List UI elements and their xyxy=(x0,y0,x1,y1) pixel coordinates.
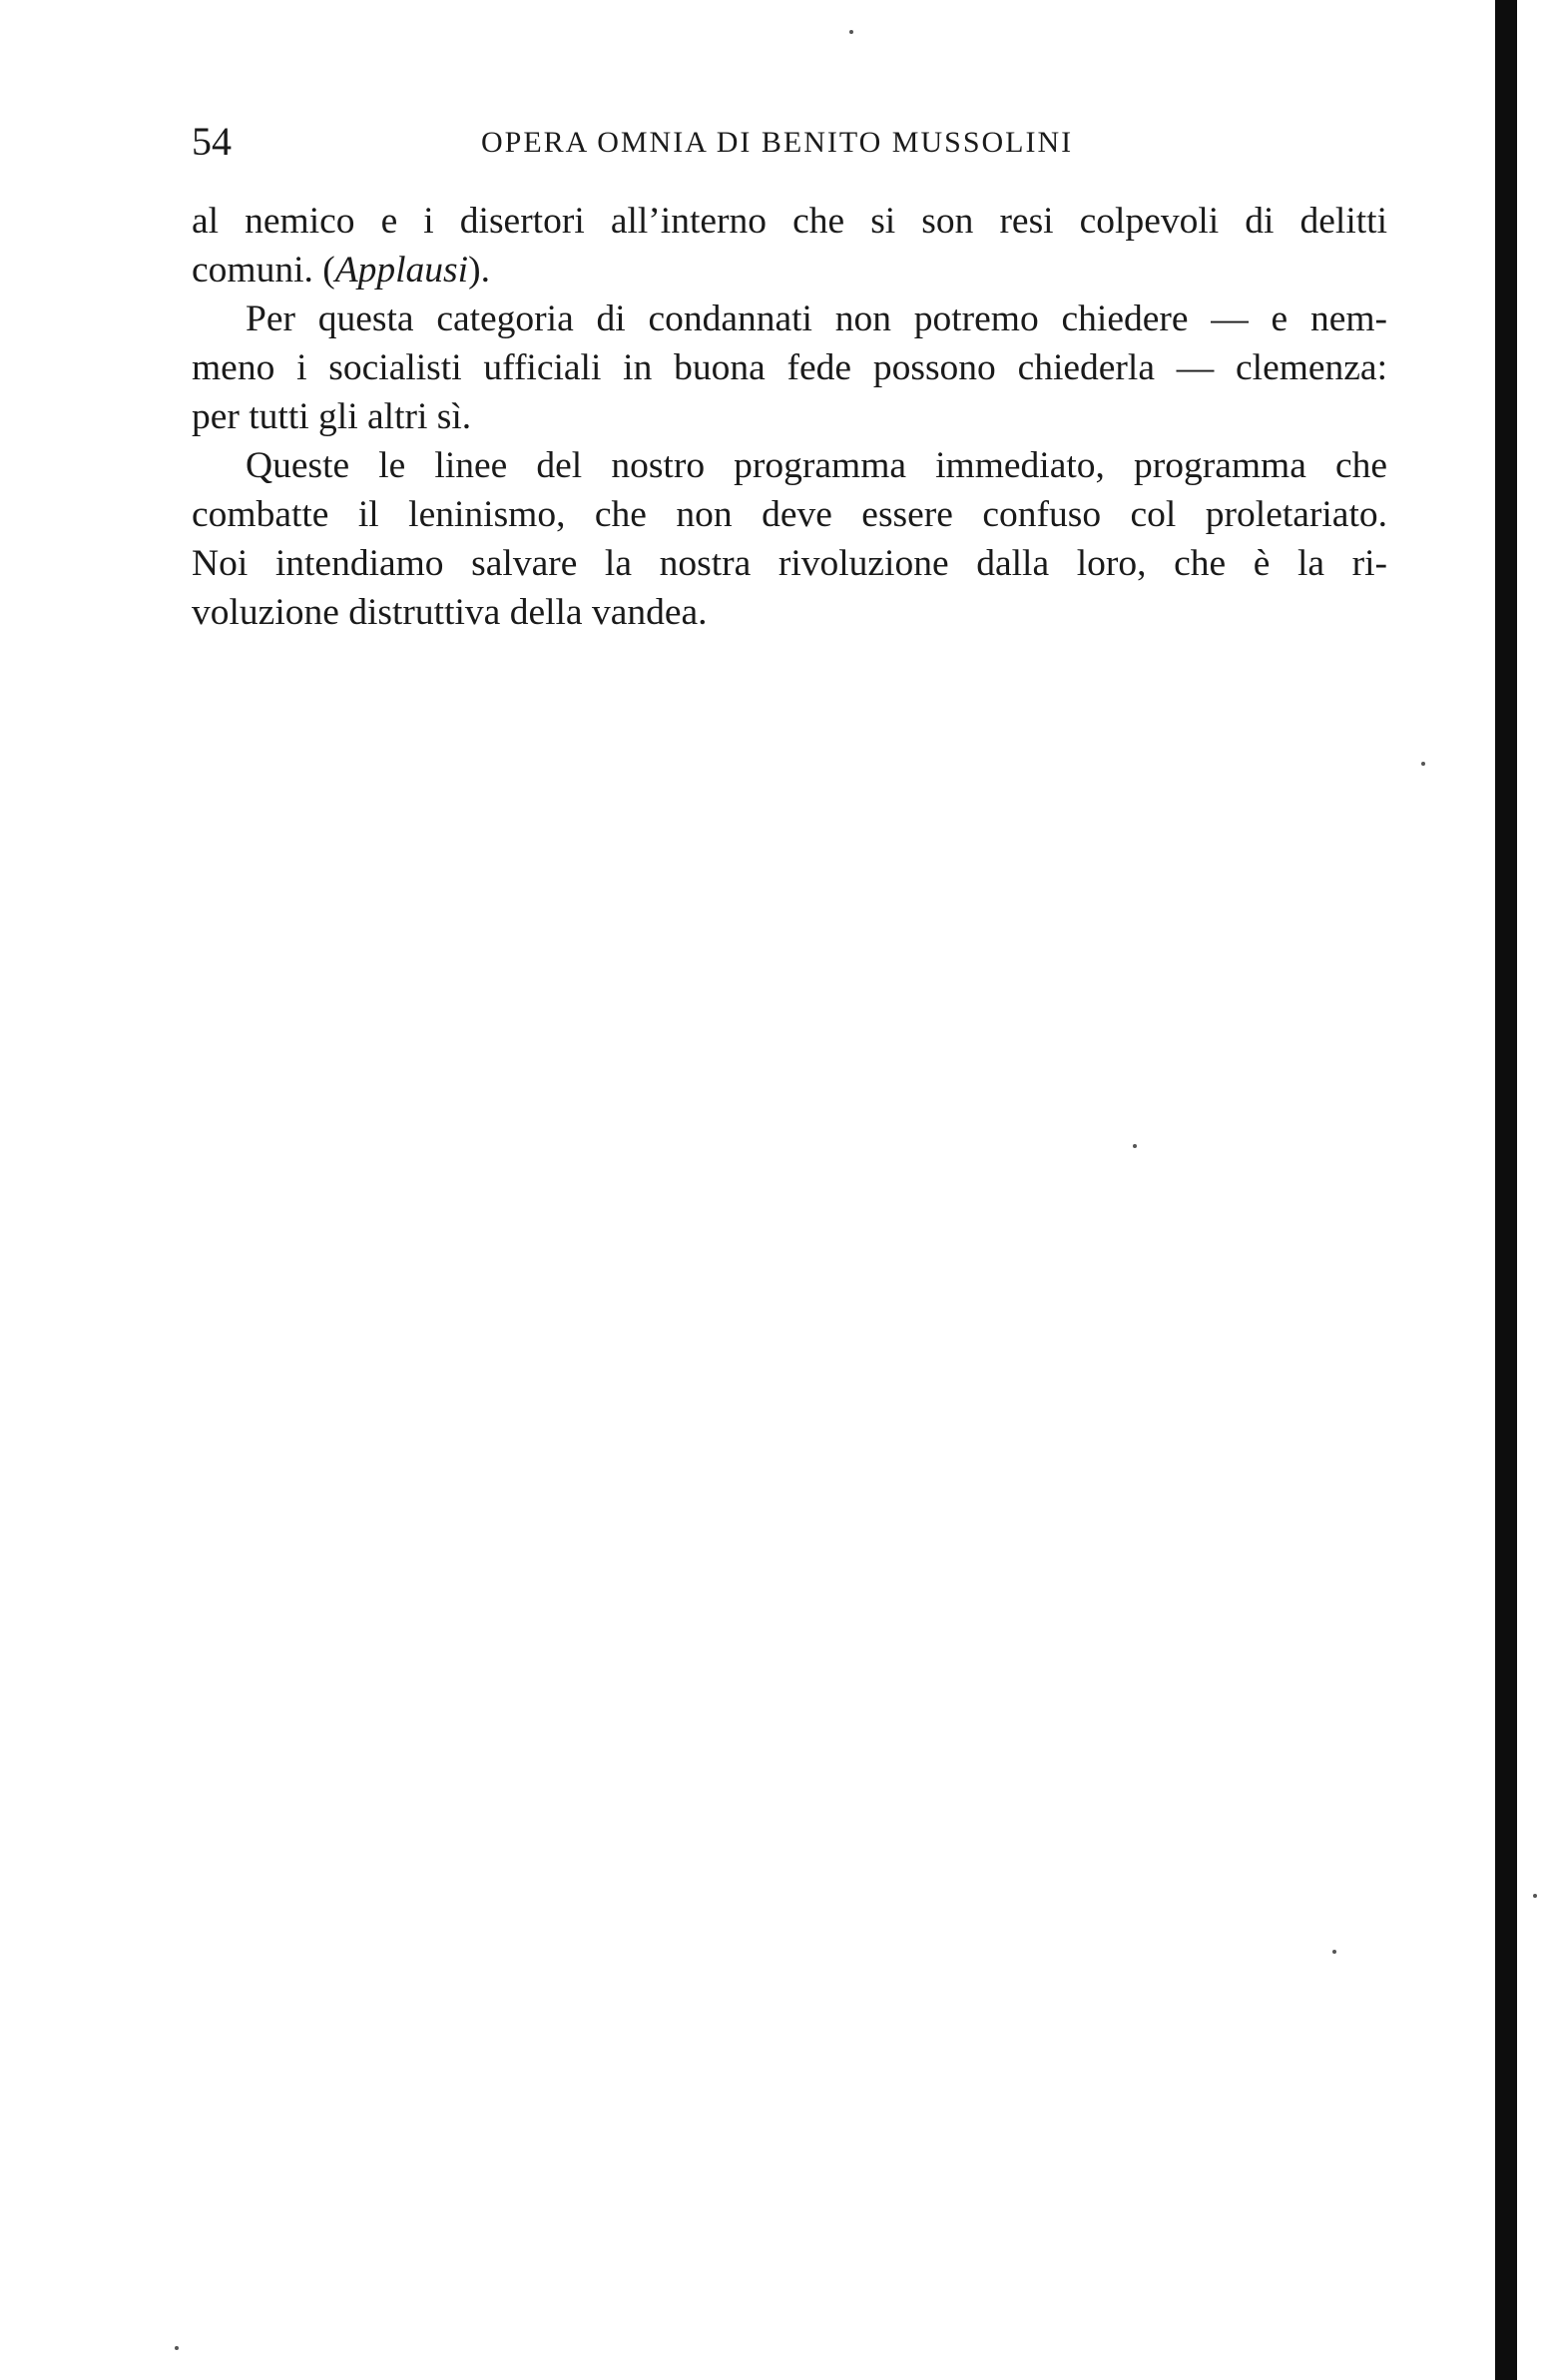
text-line: Per questa categoria di condannati non potremo chiedere — e nem- xyxy=(246,298,1387,339)
running-title: OPERA OMNIA DI BENITO MUSSOLINI xyxy=(481,126,1074,159)
scan-speck xyxy=(1332,1950,1336,1954)
book-spine-shadow xyxy=(1495,0,1517,2380)
text-line: combatte il leninismo, che non deve essere confuso col proletariato. xyxy=(192,494,1387,535)
text-line: Queste le linee del nostro programma immediato, programma che xyxy=(246,445,1387,486)
scan-speck xyxy=(1533,1894,1537,1898)
text-line: per tutti gli altri sì. xyxy=(192,396,472,437)
page-header xyxy=(192,118,1389,178)
page-number: 54 xyxy=(192,119,232,164)
scan-speck xyxy=(175,2346,179,2350)
scan-speck xyxy=(1421,762,1425,766)
scan-speck xyxy=(1133,1144,1137,1148)
body-text xyxy=(192,197,1387,637)
text-line: voluzione distruttiva della vandea. xyxy=(192,592,708,633)
text-line: al nemico e i disertori all’interno che si son resi colpevoli di delitti xyxy=(192,201,1387,242)
scan-speck xyxy=(849,30,853,34)
italic-text: Applausi xyxy=(334,250,469,291)
text-line: meno i socialisti ufficiali in buona fede possono chiederla — clemenza: xyxy=(192,347,1387,388)
text-line: comuni. (Applausi). xyxy=(192,250,490,291)
text-line: Noi intendiamo salvare la nostra rivoluzione dalla loro, che è la ri- xyxy=(192,543,1387,584)
